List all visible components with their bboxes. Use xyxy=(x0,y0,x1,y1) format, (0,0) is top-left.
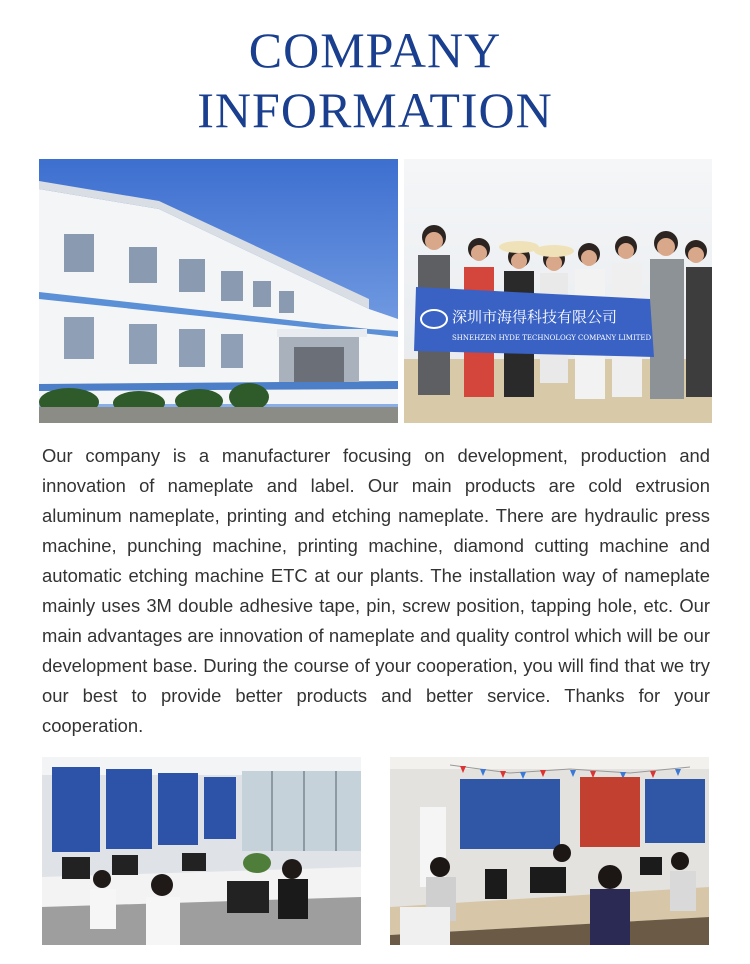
banner-chinese-text: 深圳市海得科技有限公司 xyxy=(452,308,618,326)
company-description: Our company is a manufacturer focusing on development, production and innovation of nameplate and label. Our main products are cold extrusion aluminum nameplate, printing and etching nameplate. There are hydraulic press machine, punching machine, printing machine, diamond cutting machine and automatic etching machine ETC at our plants. The installation way of nameplate mainly uses 3M double adhesive tape, pin, screw position, tapping hole, etc. Our main advantages are innovation of nameplate and quality control which will be our development base. During the course of your cooperation, you will find that we try our best to provide better products and better service. Thanks for your cooperation. xyxy=(42,445,710,736)
banner-english-text: SHNEHZEN HYDE TECHNOLOGY COMPANY LIMITED xyxy=(452,334,652,342)
office-workstations-photo xyxy=(42,757,361,945)
page-title-line-2: INFORMATION xyxy=(197,82,553,138)
office-building-photo xyxy=(39,159,398,423)
team-banner-photo xyxy=(404,159,712,423)
page-title-line-1: COMPANY xyxy=(248,22,502,78)
staff-at-desks-photo xyxy=(390,757,709,945)
